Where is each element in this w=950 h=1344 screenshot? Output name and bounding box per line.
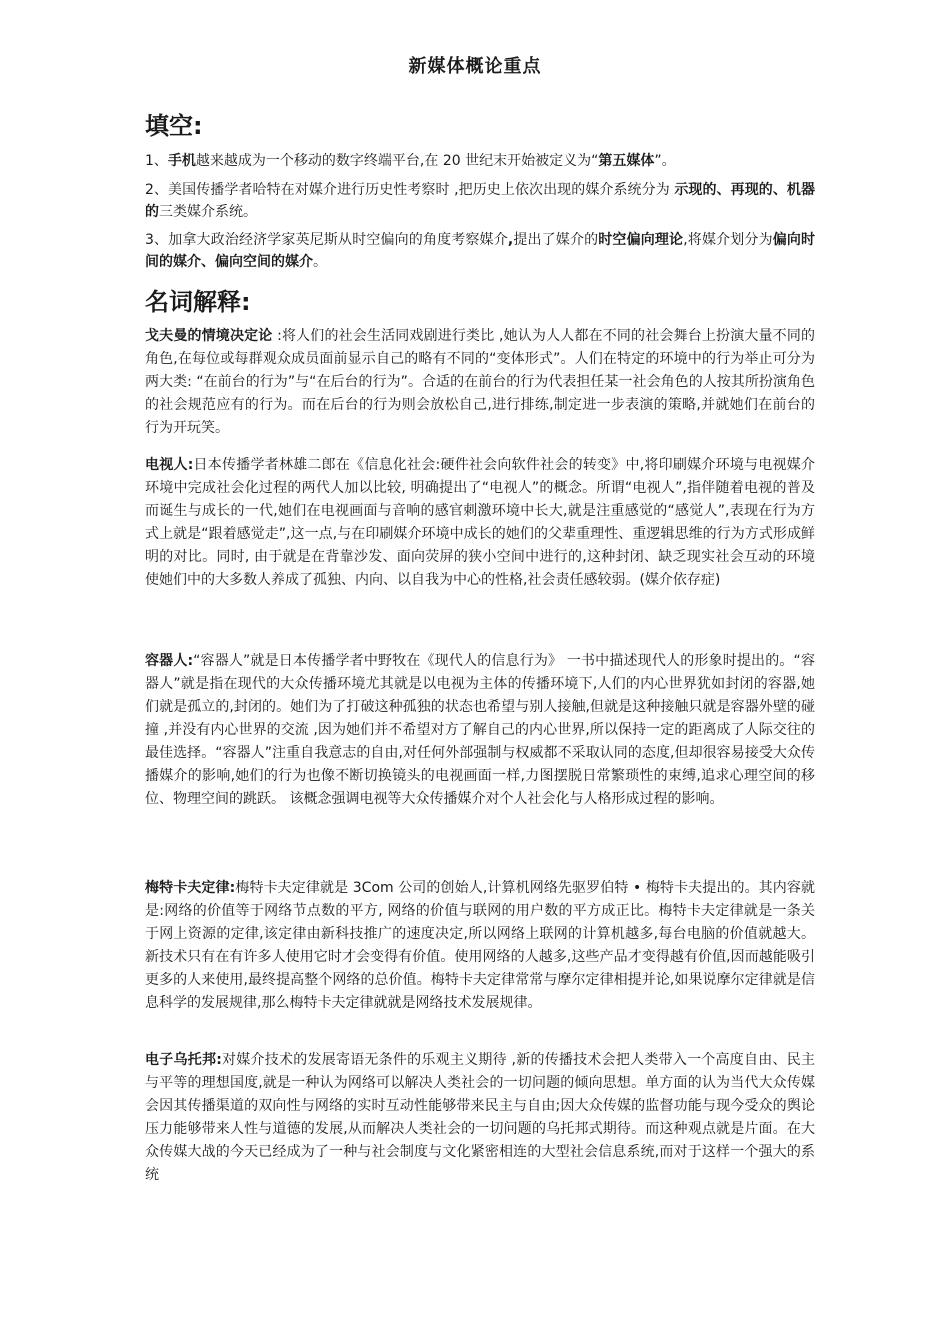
term-text: 梅特卡夫定律就是 3Com 公司的创始人,计算机网络先驱罗伯特 • 梅特卡夫提出的。其内容就是:网络的价值等于网络节点数的平方, 网络的价值与联网的用户数的平方成正比。梅特卡夫定律就是一条关于网上资源的定律,该定律由新科技推广的速度决定,所以网络上联网的计算机越多,每台电脑的价值就越大。新技术只有在有许多人使用它时才会变得有价值。使用网络的人越多,这些产品才变得越有价值,因而越能吸引更多的人来使用,最终提高整个网络的总价值。梅特卡夫定律常常与摩尔定律相提并论,如果说摩尔定律就是信息科学的发展规律,那么梅特卡夫定律就就是网络技术发展规律。 xyxy=(145,880,815,1011)
term-name: 戈夫曼的情境决定论 xyxy=(145,328,273,344)
fill-item-3 xyxy=(145,230,815,274)
fill-item-bold: 第五媒体 xyxy=(598,153,655,169)
term-name: 容器人: xyxy=(145,653,194,669)
fill-item-2 xyxy=(145,180,815,224)
page-title: 新媒体概论重点 xyxy=(408,56,542,77)
fill-item-text: ”。 xyxy=(654,153,676,169)
fill-item-bold: 示现的、再现的、机器的 xyxy=(145,182,815,220)
section-heading-fill: 填空: xyxy=(145,112,203,140)
term-text: “容器人”就是日本传播学者中野牧在《现代人的信息行为》 一书中描述现代人的形象时提出的。“容器人”就是指在现代的大众传播环境尤其就是以电视为主体的传播环境下,人们的内心世界犹如封闭的容器,她们就是孤立的,封闭的。她们为了打破这种孤独的状态也希望与别人接触,但就是这种接触只就是容器外壁的碰撞 ,并没有内心世界的交流 ,因为她们并不希望对方了解自己的内心世界,所以保持一定的距离成了人际交往的最佳选择。“容器人”注重自我意志的自由,对任何外部强制与权威都不采取认同的态度,但却很容易接受大众传播媒介的影响,她们的行为也像不断切换镜头的电视画面一样,力图摆脱日常繁琐性的束缚,追求心理空间的移位、物理空间的跳跃。 该概念强调电视等大众传播媒介对个人社会化与人格形成过程的影响。 xyxy=(145,653,815,807)
term-name: 电子乌托邦: xyxy=(145,1052,222,1068)
term-definition-container-people xyxy=(145,650,815,811)
fill-item-text: 1、 xyxy=(145,153,168,169)
section-heading-terms: 名词解释: xyxy=(145,288,251,316)
term-definition-goffman xyxy=(145,325,815,440)
term-name: 梅特卡夫定律: xyxy=(145,880,236,896)
term-text: 对媒介技术的发展寄语无条件的乐观主义期待 ,新的传播技术会把人类带入一个高度自由、民主与平等的理想国度,就是一种认为网络可以解决人类社会的一切问题的倾向思想。单方面的认为当代大众传媒会因其传播渠道的双向性与网络的实时互动性能够带来民主与自由;因大众传媒的监督功能与现今受众的舆论压力能够带来人性与道德的发展,从而解决人类社会的一切问题的乌托邦式期待。而这种观点就是片面。在大众传媒大战的今天已经成为了一种与社会制度与文化紧密相连的大型社会信息系统,而对于这样一个强大的系统 xyxy=(145,1052,815,1183)
fill-item-text: 提出了媒介的 xyxy=(513,232,599,248)
term-definition-tv-people xyxy=(145,454,815,592)
fill-item-text: 三类媒介系统。 xyxy=(159,203,257,220)
term-name: 电视人: xyxy=(145,457,194,473)
fill-item-bold: 时空偏向理论 xyxy=(598,232,684,248)
fill-item-bold: 手机 xyxy=(167,153,196,169)
fill-item-1 xyxy=(145,151,815,173)
term-definition-electronic-utopia xyxy=(145,1049,815,1187)
fill-item-text: 越来越成为一个移动的数字终端平台,在 20 世纪末开始被定义为“ xyxy=(195,153,599,169)
fill-item-text: 。 xyxy=(313,253,327,270)
term-text: 日本传播学者林雄二郎在《信息化社会:硬件社会向软件社会的转变》中,将印刷媒介环境与电视媒介环境中完成社会化过程的两代人加以比较, 明确提出了“电视人”的概念。所谓“电视人”,指伴随着电视的普及而诞生与成长的一代,她们在电视画面与音响的感官刺激环境中长大,就是注重感觉的“感觉人”,表现在行为方式上就是“跟着感觉走”,这一点,与在印刷媒介环境中成长的她们的父辈重理性、重逻辑思维的行为方式形成鲜明的对比。同时, 由于就是在背靠沙发、面向荧屏的狭小空间中进行的,这种封闭、缺乏现实社会互动的环境使她们中的大多数人养成了孤独、内向、以自我为中心的性格,社会责任感较弱。(媒介依存症) xyxy=(145,457,815,588)
fill-item-bold: , xyxy=(507,232,514,248)
fill-item-text: ,将媒介划分为 xyxy=(683,232,773,248)
fill-item-bold: 偏向时间的媒介、偏向空间的媒介 xyxy=(145,232,816,270)
fill-item-text: 2、美国传播学者哈特在对媒介进行历史性考察时 ,把历史上依次出现的媒介系统分为 xyxy=(145,182,675,198)
term-text: :将人们的社会生活同戏剧进行类比 ,她认为人人都在不同的社会舞台上扮演大量不同的角色,在每位或每群观众成员面前显示自己的略有不同的“变体形式”。人们在特定的环境中的行为举止可分为两大类: “在前台的行为”与“在后台的行为”。合适的在前台的行为代表担任某一社会角色的人按其所扮演角色的社会规范应有的行为。而在后台的行为则会放松自己,进行排练,制定进一步表演的策略,并就她们在前台的行为开玩笑。 xyxy=(145,328,816,436)
term-definition-metcalfe-law xyxy=(145,877,815,1015)
fill-item-text: 3、加拿大政治经济学家英尼斯从时空偏向的角度考察媒介 xyxy=(145,232,508,248)
